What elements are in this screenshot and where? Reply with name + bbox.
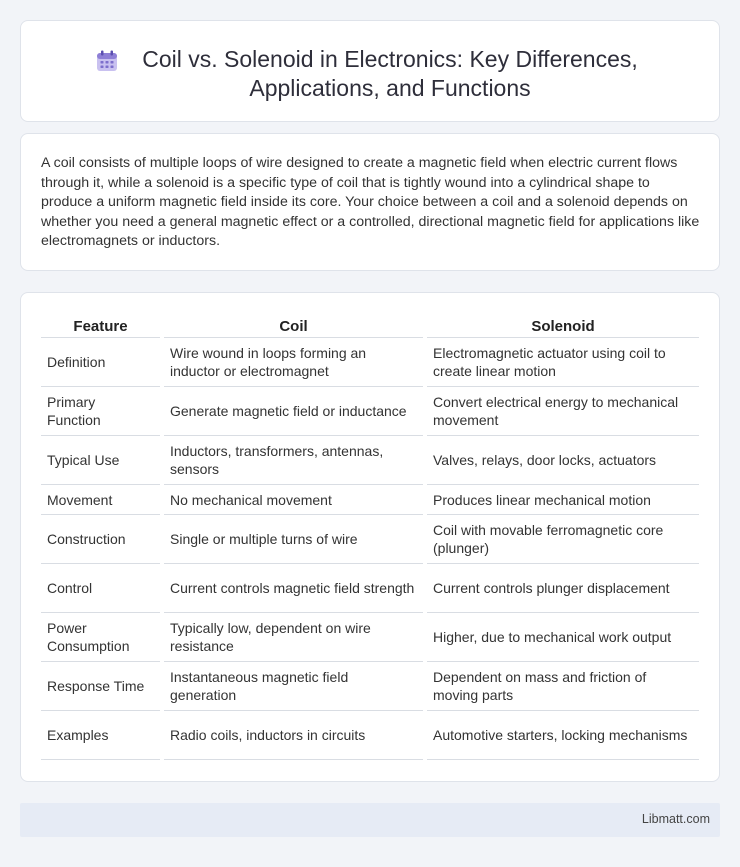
table-header-row xyxy=(41,315,699,338)
coil-cell: Instantaneous magnetic field generation xyxy=(164,662,423,711)
coil-cell: No mechanical movement xyxy=(164,485,423,515)
solenoid-cell: Produces linear mechanical motion xyxy=(427,485,699,515)
solenoid-cell: Automotive starters, locking mechanisms xyxy=(427,711,699,760)
feature-cell: Definition xyxy=(41,338,160,387)
table-row xyxy=(41,338,699,387)
solenoid-cell: Valves, relays, door locks, actuators xyxy=(427,436,699,485)
footer xyxy=(20,803,720,837)
feature-cell: Power Consumption xyxy=(41,613,160,662)
table-row xyxy=(41,485,699,515)
feature-cell: Response Time xyxy=(41,662,160,711)
coil-cell: Single or multiple turns of wire xyxy=(164,515,423,564)
title-card xyxy=(20,20,720,122)
table-row xyxy=(41,436,699,485)
feature-cell: Typical Use xyxy=(41,436,160,485)
table-row xyxy=(41,662,699,711)
feature-cell: Movement xyxy=(41,485,160,515)
column-header-coil: Coil xyxy=(164,315,423,338)
feature-cell: Primary Function xyxy=(41,387,160,436)
solenoid-cell: Convert electrical energy to mechanical movement xyxy=(427,387,699,436)
intro-paragraph: A coil consists of multiple loops of wire designed to create a magnetic field when electric current flows through it, while a solenoid is a specific type of coil that is tightly wound into a cylindrical shape to produce a uniform magnetic field inside its core. Your choice between a coil and a solenoid depends on whether you need a general magnetic effect or a controlled, directional magnetic field for applications like electromagnets or inductors. xyxy=(41,155,700,250)
coil-cell: Generate magnetic field or inductance xyxy=(164,387,423,436)
solenoid-cell: Coil with movable ferromagnetic core (plunger) xyxy=(427,515,699,564)
solenoid-cell: Current controls plunger displacement xyxy=(427,564,699,613)
column-header-feature: Feature xyxy=(41,315,160,338)
coil-cell: Typically low, dependent on wire resistance xyxy=(164,613,423,662)
footer-site-link[interactable]: Libmatt.com xyxy=(641,812,710,826)
table-row xyxy=(41,564,699,613)
page-title: Coil vs. Solenoid in Electronics: Key Differences, Applications, and Functions xyxy=(142,46,638,101)
column-header-solenoid: Solenoid xyxy=(427,315,699,338)
table-row xyxy=(41,711,699,760)
table-row xyxy=(41,515,699,564)
comparison-table xyxy=(41,315,699,760)
solenoid-cell: Higher, due to mechanical work output xyxy=(427,613,699,662)
intro-card xyxy=(20,133,720,271)
feature-cell: Construction xyxy=(41,515,160,564)
feature-cell: Examples xyxy=(41,711,160,760)
coil-cell: Radio coils, inductors in circuits xyxy=(164,711,423,760)
table-row xyxy=(41,387,699,436)
coil-cell: Current controls magnetic field strength xyxy=(164,564,423,613)
comparison-card xyxy=(20,292,720,782)
table-row xyxy=(41,613,699,662)
coil-cell: Inductors, transformers, antennas, sensors xyxy=(164,436,423,485)
solenoid-cell: Dependent on mass and friction of moving parts xyxy=(427,662,699,711)
feature-cell: Control xyxy=(41,564,160,613)
solenoid-cell: Electromagnetic actuator using coil to create linear motion xyxy=(427,338,699,387)
coil-cell: Wire wound in loops forming an inductor or electromagnet xyxy=(164,338,423,387)
